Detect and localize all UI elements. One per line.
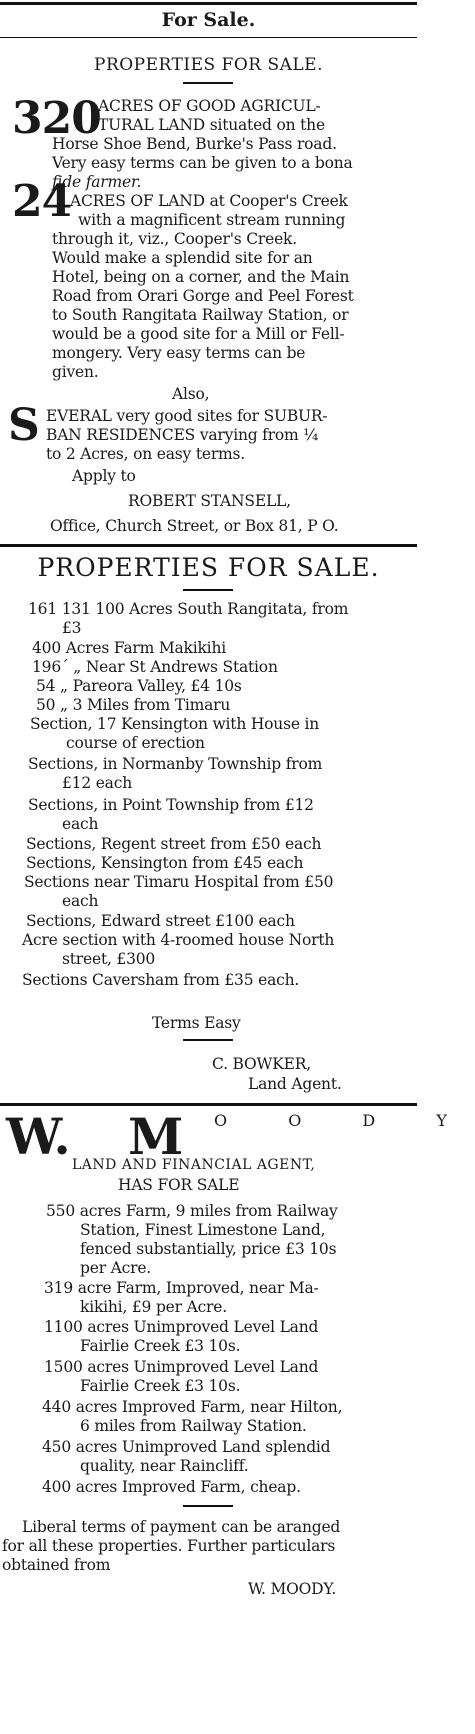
ad3-signature: W. MOODY. xyxy=(248,1580,337,1598)
ad1-text: mongery. Very easy terms can be xyxy=(52,344,306,362)
ad1-text: to South Rangitata Railway Station, or xyxy=(52,306,349,324)
ad2-heading: PROPERTIES FOR SALE. xyxy=(37,553,380,582)
ad2-line: 196´ „ Near St Andrews Station xyxy=(32,658,278,676)
ad3-line: 400 acres Improved Farm, cheap. xyxy=(42,1478,301,1496)
ad2-line: Sections, in Point Township from £12 xyxy=(28,796,314,814)
ad2-line: Sections Caversham from £35 each. xyxy=(22,971,300,989)
ad3-line: 1500 acres Unimproved Level Land xyxy=(44,1358,319,1376)
ad2-line: Sections, Regent street from £50 each xyxy=(26,835,322,853)
ad1-text: Would make a splendid site for an xyxy=(52,249,313,267)
ad3-line: 319 acre Farm, Improved, near Ma- xyxy=(44,1279,319,1297)
ad2-line: 400 Acres Farm Makikihi xyxy=(32,639,226,657)
ad3-line: Station, Finest Limestone Land, xyxy=(80,1221,326,1239)
ad3-line: 6 miles from Railway Station. xyxy=(80,1417,307,1435)
ad1-office: Office, Church Street, or Box 81, P O. xyxy=(50,517,339,535)
ad1-name: ROBERT STANSELL, xyxy=(128,492,291,510)
ad1-text: with a magnificent stream running xyxy=(78,211,346,229)
ad2-line: Sections, Kensington from £45 each xyxy=(26,854,304,872)
ad1-text: to 2 Acres, on easy terms. xyxy=(46,445,246,463)
ad1-text: given. xyxy=(52,363,99,381)
ad3-has: HAS FOR SALE xyxy=(118,1176,240,1194)
ad2-line: Sections, Edward street £100 each xyxy=(26,912,295,930)
ad2-terms: Terms Easy xyxy=(152,1014,241,1032)
ad1-apply: Apply to xyxy=(72,467,136,485)
ad-divider xyxy=(0,544,417,547)
ad3-liberal: obtained from xyxy=(2,1556,111,1574)
ad2-heading-rule xyxy=(183,589,233,591)
ad1-text: Horse Shoe Bend, Burke's Pass road. xyxy=(52,135,337,153)
ad2-line: each xyxy=(62,815,99,833)
ad2-line: £3 xyxy=(62,619,82,637)
ad-divider xyxy=(0,1103,417,1106)
ad3-rule xyxy=(183,1505,233,1507)
ad3-agent-title: LAND AND FINANCIAL AGENT, xyxy=(72,1157,316,1173)
ad3-line: fenced substantially, price £3 10s xyxy=(80,1240,337,1258)
ad1-text: Hotel, being on a corner, and the Main xyxy=(52,268,350,286)
ad3-line: 550 acres Farm, 9 miles from Railway xyxy=(46,1202,338,1220)
ad1-number-320: 320 xyxy=(12,93,101,144)
ad2-line: Acre section with 4-roomed house North xyxy=(22,931,335,949)
masthead-title: For Sale. xyxy=(161,9,256,31)
masthead-rule xyxy=(0,37,417,38)
ad3-line: per Acre. xyxy=(80,1259,152,1277)
ad1-text: would be a good site for a Mill or Fell- xyxy=(52,325,345,343)
ad3-line: 440 acres Improved Farm, near Hilton, xyxy=(42,1398,343,1416)
ad1-heading: PROPERTIES FOR SALE. xyxy=(94,55,323,75)
ad1-heading-rule xyxy=(183,82,233,84)
ad3-line: kikihi, £9 per Acre. xyxy=(80,1298,227,1316)
ad3-oody: O O D Y xyxy=(214,1111,475,1130)
ad3-liberal: Liberal terms of payment can be aranged xyxy=(22,1518,341,1536)
ad1-text: through it, viz., Cooper's Creek. xyxy=(52,230,297,248)
ad2-agent: C. BOWKER, xyxy=(212,1055,311,1073)
ad1-text: fide farmer. xyxy=(52,173,142,191)
ad3-line: 450 acres Unimproved Land splendid xyxy=(42,1438,331,1456)
ad2-line: £12 each xyxy=(62,774,132,792)
ad3-line: Fairlie Creek £3 10s. xyxy=(80,1377,241,1395)
ad3-m: M xyxy=(128,1107,183,1166)
ad2-line: each xyxy=(62,892,99,910)
ad2-line: course of erection xyxy=(66,734,205,752)
ad3-line: quality, near Raincliff. xyxy=(80,1457,249,1475)
ad1-text: BAN RESIDENCES varying from ¼ xyxy=(46,426,319,444)
ad2-line: 161 131 100 Acres South Rangitata, from xyxy=(28,600,349,618)
top-rule xyxy=(0,2,417,5)
ad2-line: Sections, in Normanby Township from xyxy=(28,755,323,773)
ad1-text: TURAL LAND situated on the xyxy=(98,116,325,134)
ad1-text: Very easy terms can be given to a bona xyxy=(52,154,353,172)
ad1-dropcap-s: S xyxy=(8,400,39,451)
ad1-text: EVERAL very good sites for SUBUR- xyxy=(46,407,328,425)
ad2-line: street, £300 xyxy=(62,950,156,968)
ad1-number-24: 24 xyxy=(12,176,72,227)
ad2-terms-rule xyxy=(183,1039,233,1041)
ad2-line: Sections near Timaru Hospital from £50 xyxy=(24,873,334,891)
ad1-text: ACRES OF GOOD AGRICUL- xyxy=(98,97,321,115)
ad3-w: W. xyxy=(6,1107,70,1166)
ad2-line: Section, 17 Kensington with House in xyxy=(30,715,320,733)
ad3-line: 1100 acres Unimproved Level Land xyxy=(44,1318,319,1336)
ad1-also: Also, xyxy=(172,385,210,403)
ad2-agent-title: Land Agent. xyxy=(248,1075,342,1093)
ad3-liberal: for all these properties. Further particulars xyxy=(2,1537,336,1555)
ad1-text: Road from Orari Gorge and Peel Forest xyxy=(52,287,354,305)
ad2-line: 50 „ 3 Miles from Timaru xyxy=(36,696,231,714)
ad2-line: 54 „ Pareora Valley, £4 10s xyxy=(36,677,242,695)
ad3-line: Fairlie Creek £3 10s. xyxy=(80,1337,241,1355)
ad1-text: ACRES OF LAND at Cooper's Creek xyxy=(70,192,348,210)
